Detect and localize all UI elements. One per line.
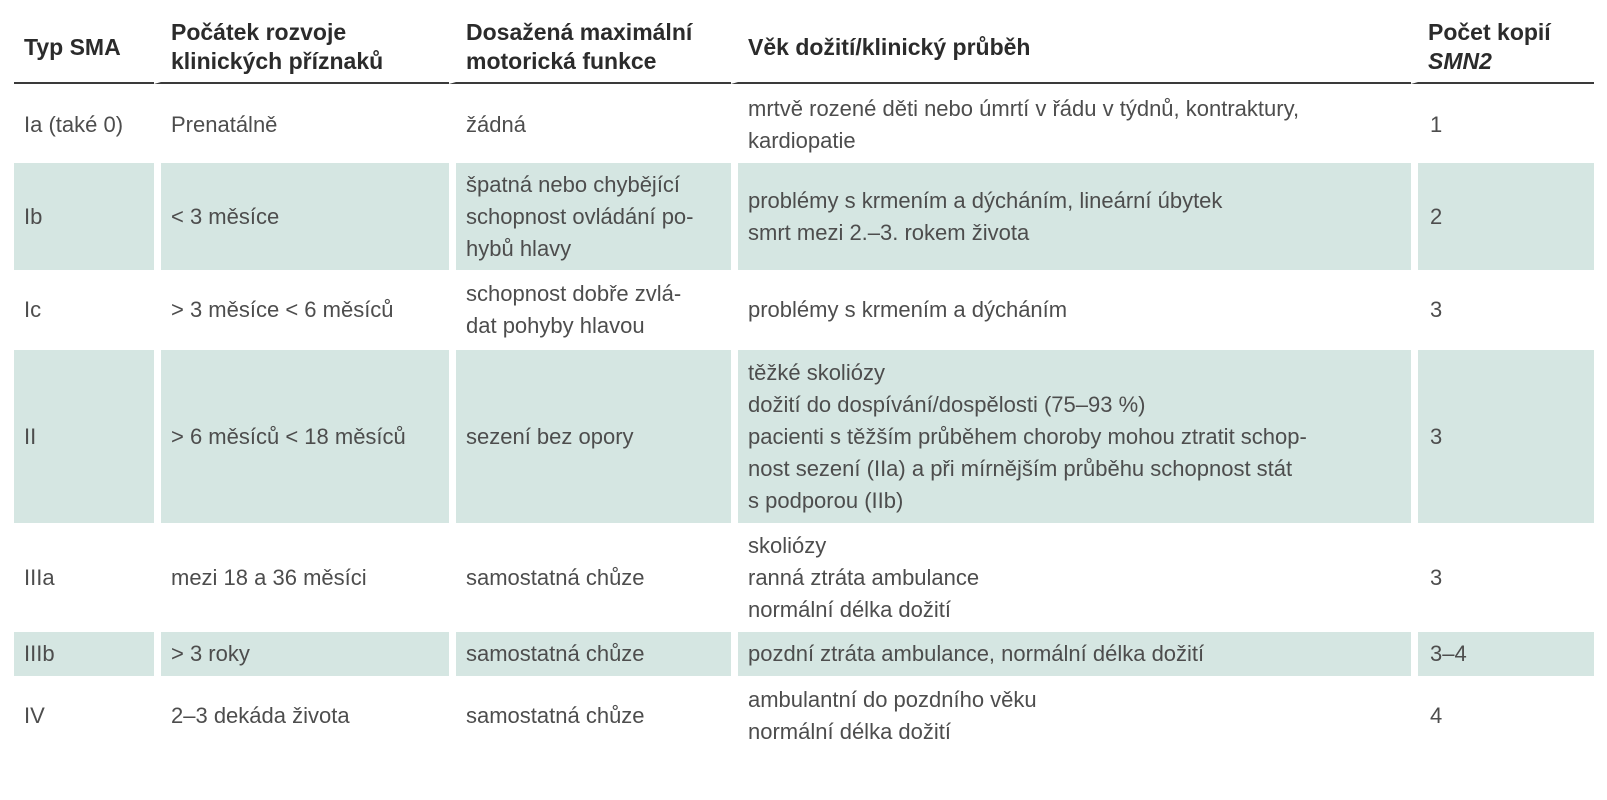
header-type — [14, 10, 154, 84]
header-onset — [154, 10, 449, 84]
table-row — [14, 523, 1594, 632]
cell-motor-line: samostatná chůze — [466, 564, 645, 590]
cell-course — [731, 676, 1411, 756]
cell-type: IV — [24, 703, 45, 728]
cell-course — [731, 163, 1411, 270]
cell-onset: > 3 měsíce < 6 měsíců — [154, 270, 449, 350]
cell-course-line: smrt mezi 2.–3. rokem života — [748, 219, 1030, 245]
table-row — [14, 676, 1594, 756]
header-copies-gene: SMN2 — [1428, 48, 1492, 74]
sma-types-table — [14, 10, 1594, 756]
header-onset-line: klinických příznaků — [171, 48, 384, 74]
cell-copies: 3 — [1411, 523, 1594, 632]
cell-type: Ia (také 0) — [24, 112, 124, 137]
cell-copies: 3 — [1411, 350, 1594, 523]
header-copies — [1411, 10, 1594, 84]
cell-course — [731, 87, 1411, 163]
header-course — [731, 10, 1411, 84]
cell-type: IIIa — [24, 564, 55, 590]
table-row — [14, 632, 1594, 676]
cell-course-line: ranná ztráta ambulance — [748, 564, 980, 590]
cell-course-line: mrtvě rozené děti nebo úmrtí v řádu v týdnů, kontraktury, — [748, 96, 1300, 121]
cell-copies: 4 — [1411, 676, 1594, 756]
cell-course-line: pacienti s těžším průběhem choroby mohou ztratit schop- — [748, 423, 1307, 449]
header-motor-line: Dosažená maximální — [466, 19, 693, 45]
cell-course-line: nost sezení (IIa) a při mírnějším průběhu schopnost stát — [748, 455, 1293, 481]
cell-type: Ib — [14, 163, 154, 270]
cell-course — [731, 632, 1411, 676]
cell-course-line: těžké skoliózy — [748, 359, 885, 385]
cell-motor — [449, 350, 731, 523]
cell-course — [731, 523, 1411, 632]
table-row — [14, 270, 1594, 350]
cell-course-line: problémy s krmením a dýcháním — [748, 297, 1068, 322]
table-row — [14, 350, 1594, 523]
cell-onset: > 3 roky — [154, 632, 449, 676]
cell-motor — [449, 270, 731, 350]
cell-type: II — [14, 350, 154, 523]
header-type-line: Typ SMA — [24, 33, 121, 60]
cell-type: Ic — [24, 297, 42, 322]
cell-course-line: pozdní ztráta ambulance, normální délka dožití — [748, 641, 1205, 666]
cell-course-line: dožití do dospívání/dospělosti (75–93 %) — [748, 391, 1146, 417]
cell-course-line: problémy s krmením a dýcháním, lineární úbytek — [748, 187, 1223, 213]
cell-motor-line: hybů hlavy — [466, 235, 572, 261]
cell-course-line: normální délka dožití — [748, 596, 951, 622]
cell-motor-line: dat pohyby hlavou — [466, 313, 645, 338]
header-row — [14, 10, 1594, 84]
cell-type: IIIb — [14, 632, 154, 676]
cell-motor — [449, 632, 731, 676]
cell-course-line: skoliózy — [748, 532, 827, 558]
cell-motor-line: žádná — [466, 112, 526, 137]
cell-motor-line: špatná nebo chybějící — [466, 171, 681, 197]
cell-onset: Prenatálně — [154, 87, 449, 163]
cell-course — [731, 270, 1411, 350]
table-row — [14, 87, 1594, 163]
cell-copies: 3 — [1411, 270, 1594, 350]
cell-copies: 1 — [1411, 87, 1594, 163]
cell-course — [731, 350, 1411, 523]
cell-course-line: normální délka dožití — [748, 719, 951, 744]
cell-onset: < 3 měsíce — [154, 163, 449, 270]
cell-motor — [449, 87, 731, 163]
cell-course-line: kardiopatie — [748, 128, 856, 153]
cell-motor-line: samostatná chůze — [466, 703, 645, 728]
cell-motor — [449, 163, 731, 270]
cell-course-line: s podporou (IIb) — [748, 487, 904, 513]
table-row — [14, 163, 1594, 270]
cell-motor-line: schopnost dobře zvlá- — [466, 281, 682, 306]
cell-onset: > 6 měsíců < 18 měsíců — [154, 350, 449, 523]
cell-motor-line: sezení bez opory — [466, 423, 634, 449]
header-copies-line: Počet kopií — [1428, 19, 1551, 45]
header-course-line: Věk dožití/klinický průběh — [748, 33, 1031, 60]
cell-onset: mezi 18 a 36 měsíci — [154, 523, 449, 632]
cell-onset: 2–3 dekáda života — [154, 676, 449, 756]
cell-motor-line: schopnost ovládání po- — [466, 203, 694, 229]
cell-motor — [449, 676, 731, 756]
cell-course-line: ambulantní do pozdního věku — [748, 687, 1037, 712]
cell-motor-line: samostatná chůze — [466, 641, 645, 666]
cell-copies: 3–4 — [1411, 632, 1594, 676]
cell-motor — [449, 523, 731, 632]
header-motor-line: motorická funkce — [466, 48, 657, 74]
header-motor — [449, 10, 731, 84]
cell-copies: 2 — [1411, 163, 1594, 270]
header-onset-line: Počátek rozvoje — [171, 19, 347, 45]
